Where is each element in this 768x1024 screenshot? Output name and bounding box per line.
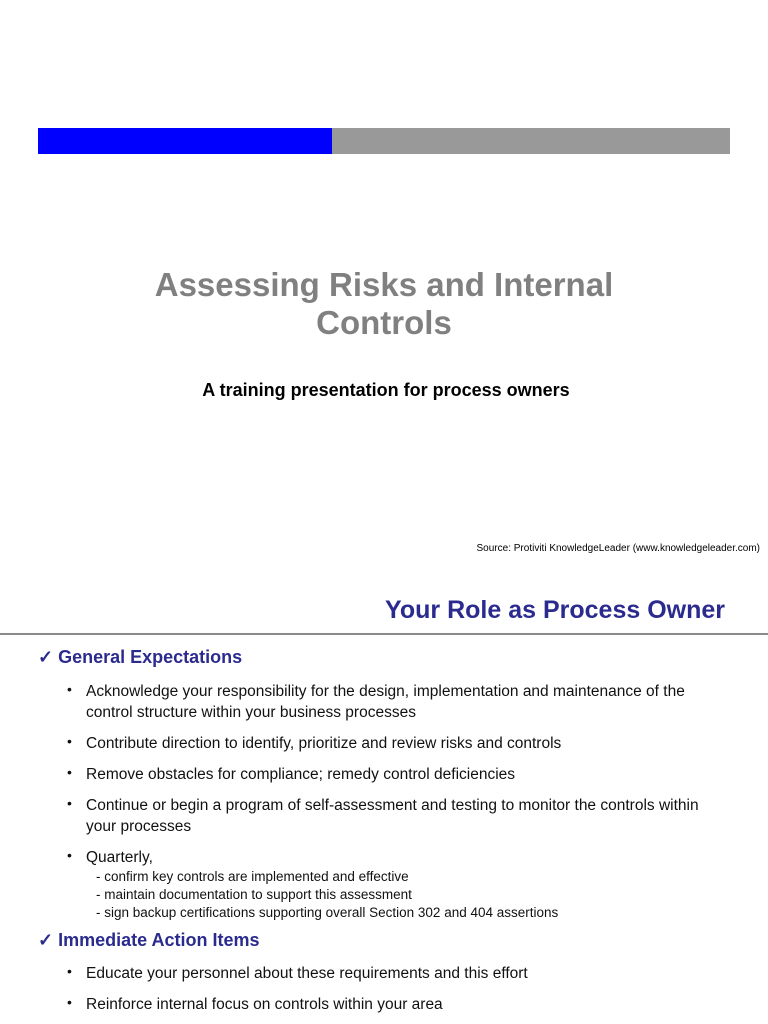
bullet-icon: • [67,847,72,863]
slide2-title: Your Role as Process Owner [385,596,725,624]
bullet-icon: • [67,795,72,811]
list-item-text: Quarterly, [86,849,153,866]
bullet-icon: • [67,963,72,979]
sub-list-item: - sign backup certifications supporting overall Section 302 and 404 assertions [96,905,559,920]
bullet-icon: • [67,733,72,749]
checkmark-icon: ✓ [38,647,54,667]
list-item [0,681,726,723]
slide-title-line1: Assessing Risks and Internal [154,266,614,303]
bullet-list-immediate [0,963,726,1015]
title-divider [0,633,768,635]
process-owner-slide [0,576,768,1024]
list-item-text: Educate your personnel about these requirements and this effort [86,965,528,982]
section-heading-general-expectations [38,647,242,668]
source-credit: Source: Protiviti KnowledgeLeader (www.knowledgeleader.com) [476,543,760,554]
list-item [0,733,726,754]
section-heading-text: General Expectations [58,647,243,667]
sub-list-item: - maintain documentation to support this assessment [96,887,412,902]
section-heading-immediate-action-items [38,930,259,951]
bullet-icon: • [67,764,72,780]
slide-title [0,266,768,342]
bullet-icon: • [67,994,72,1010]
slide-subtitle: A training presentation for process owners [202,380,570,400]
bullet-icon: • [67,681,72,697]
list-item-text: Contribute direction to identify, prioritize and review risks and controls [86,735,562,752]
slide-title-line2: Controls [316,304,452,341]
list-item-text: Acknowledge your responsibility for the design, implementation and maintenance of the control structure within your business processes [86,683,685,721]
list-item [0,795,726,837]
accent-bar-gray [332,128,730,154]
sub-list [86,868,726,922]
section-heading-text: Immediate Action Items [58,930,260,950]
list-item [0,963,726,984]
accent-bar-blue [38,128,332,154]
checkmark-icon: ✓ [38,930,54,950]
list-item-text: Reinforce internal focus on controls within your area [86,996,443,1013]
bullet-list-general [0,681,726,922]
list-item [0,847,726,922]
list-item-text: Remove obstacles for compliance; remedy control deficiencies [86,766,516,783]
list-item-text: Continue or begin a program of self-assessment and testing to monitor the controls within your processes [86,797,699,835]
list-item [0,764,726,785]
sub-list-item: - confirm key controls are implemented and effective [96,869,409,884]
list-item [0,994,726,1015]
